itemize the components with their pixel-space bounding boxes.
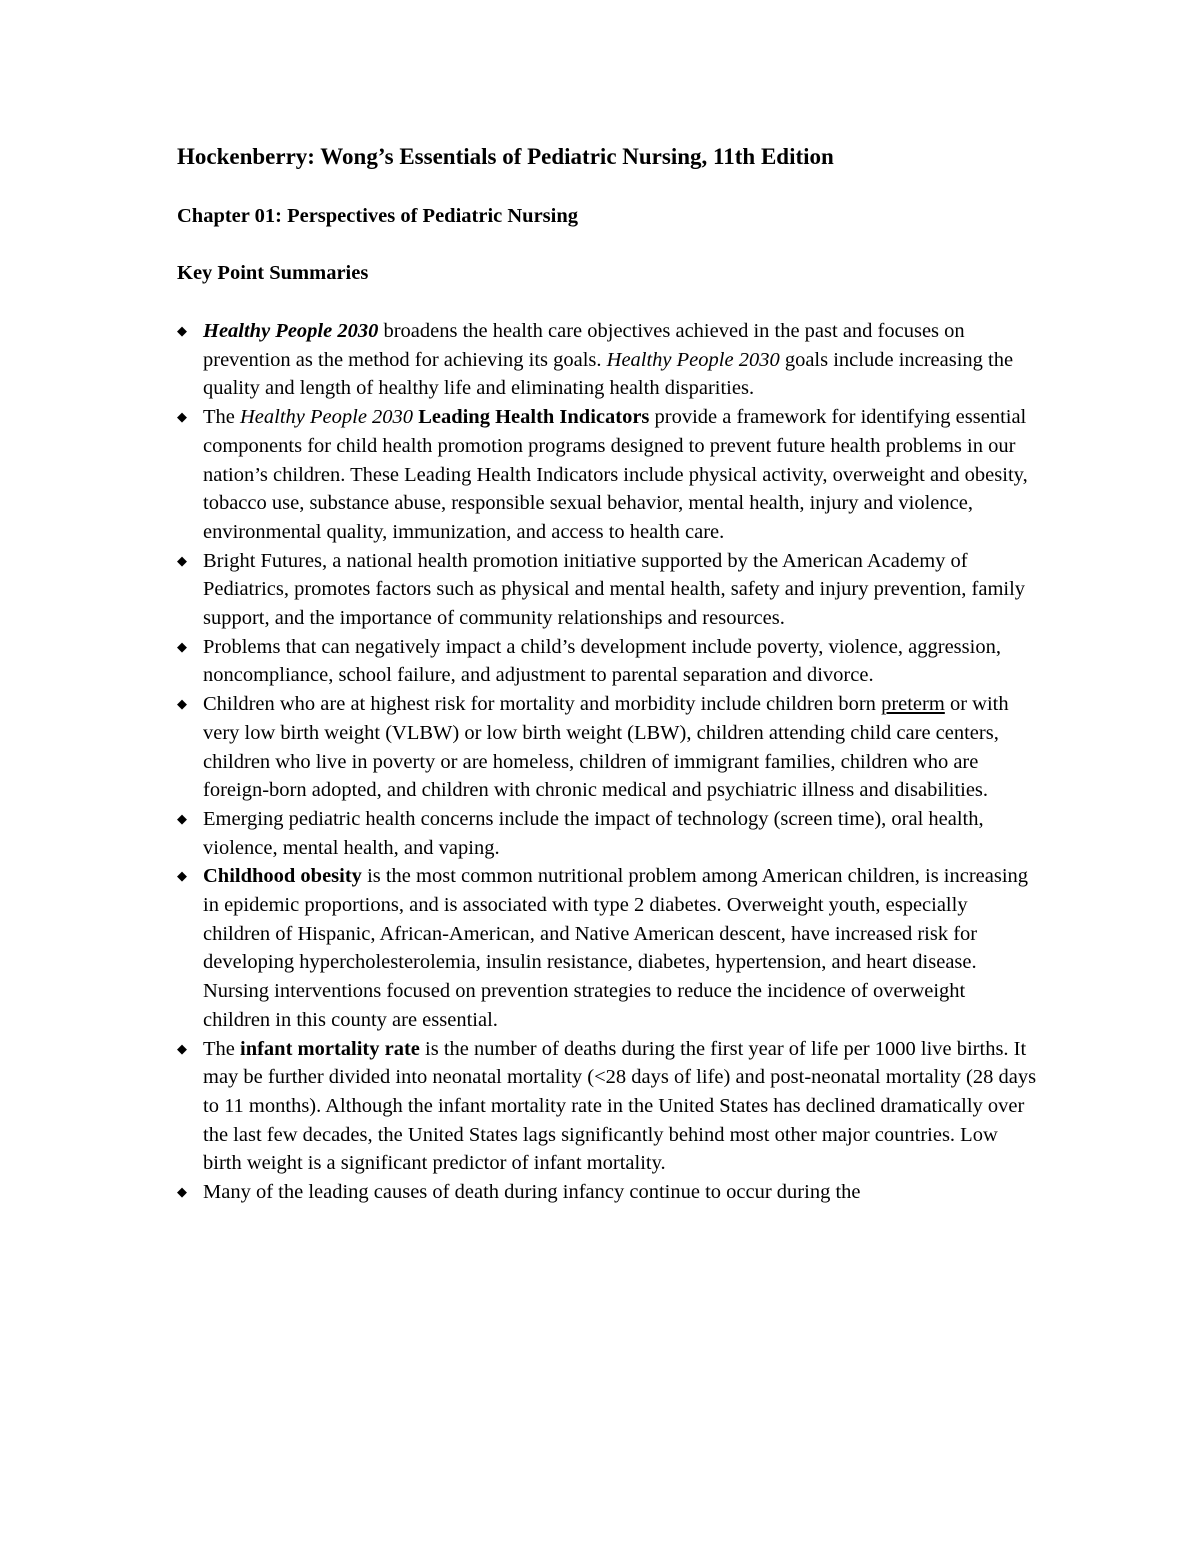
body-text: provide a framework for identifying essential components for child health promotion programs designed to prevent future health problems in our nation’s children. These Leading Health Indicators include physical activity, overweight and obesity, tobacco use, substance abuse, responsible sexual behavior, mental health, injury and violence, environmental quality, immunization, and access to health care.: [203, 406, 1028, 543]
underlined-term: preterm: [881, 693, 945, 716]
diamond-bullet-icon: ◆: [177, 323, 187, 338]
body-text: Bright Futures, a national health promotion initiative supported by the American Academy of Pediatrics, promotes factors such as physical and mental health, safety and injury prevention, family support, and the importance of community relationships and resources.: [203, 549, 1026, 630]
key-point-item: [177, 317, 1037, 403]
key-point-item: [177, 805, 1037, 862]
emphasis-text: Healthy People 2030: [240, 406, 414, 429]
body-text: Problems that can negatively impact a child’s development include poverty, violence, aggression, noncompliance, school failure, and adjustment to parental separation and divorce.: [203, 635, 1001, 687]
body-text: broadens the health care objectives achieved in the past and focuses on prevention as the method for achieving its goals.: [203, 320, 965, 371]
body-text: goals include increasing the quality and length of healthy life and eliminating health disparities.: [203, 348, 1014, 400]
body-text: Many of the leading causes of death during infancy continue to occur during the: [203, 1181, 861, 1204]
diamond-bullet-icon: ◆: [177, 409, 187, 425]
body-text: or with very low birth weight (VLBW) or low birth weight (LBW), children attending child care centers, children who live in poverty or are homeless, children of immigrant families, children who are foreign-born adopted, and children with chronic medical and psychiatric illness and disabilities.: [203, 693, 1009, 802]
key-point-item: [177, 403, 1037, 547]
body-text: Emerging pediatric health concerns include the impact of technology (screen time), oral health, violence, mental health, and vaping.: [203, 807, 984, 859]
emphasis-text: Childhood obesity: [203, 865, 362, 888]
emphasis-text: Leading Health Indicators: [418, 406, 650, 429]
diamond-bullet-icon: ◆: [177, 1040, 187, 1056]
key-point-item: [177, 1178, 1037, 1207]
body-text: The: [203, 1037, 240, 1060]
document-title: Hockenberry: Wong’s Essentials of Pediatric Nursing, 11th Edition: [177, 144, 834, 169]
diamond-bullet-icon: ◆: [177, 810, 187, 826]
body-text: is the number of deaths during the first year of life per 1000 live births. It may be further divided into neonatal mortality (<28 days of life) and post-neonatal mortality (28 days to 11 months). Although the infant mortality rate in the United States has declined dramatically over the last few decades, the United States lags significantly behind most other major countries. Low birth weight is a significant predictor of infant mortality.: [203, 1037, 1037, 1175]
key-point-item: [177, 633, 1037, 690]
key-point-item: [177, 690, 1037, 805]
body-text: Children who are at highest risk for mortality and morbidity include children born: [203, 693, 882, 716]
emphasis-text: Healthy People 2030: [606, 348, 780, 371]
diamond-bullet-icon: ◆: [177, 638, 187, 654]
body-text: The: [203, 406, 240, 429]
diamond-bullet-icon: ◆: [177, 1184, 187, 1200]
key-point-item: [177, 1035, 1037, 1179]
section-heading: Key Point Summaries: [177, 262, 369, 284]
chapter-heading: Chapter 01: Perspectives of Pediatric Nursing: [177, 205, 579, 227]
diamond-bullet-icon: ◆: [177, 868, 187, 884]
key-point-list: [177, 317, 1037, 1207]
diamond-bullet-icon: ◆: [177, 552, 187, 568]
diamond-bullet-icon: ◆: [177, 696, 187, 712]
key-point-item: [177, 547, 1037, 633]
key-point-item: [177, 862, 1037, 1034]
emphasis-text: infant mortality rate: [240, 1037, 420, 1060]
emphasis-text: Healthy People 2030: [203, 320, 379, 342]
body-text: is the most common nutritional problem among American children, is increasing in epidemic proportions, and is associated with type 2 diabetes. Overweight youth, especially children of Hispanic, African-American, and Native American descent, have increased risk for developing hypercholesterolemia, insulin resistance, diabetes, hypertension, and heart disease. Nursing interventions focused on prevention strategies to reduce the incidence of overweight children in this county are essential.: [203, 865, 1029, 1031]
